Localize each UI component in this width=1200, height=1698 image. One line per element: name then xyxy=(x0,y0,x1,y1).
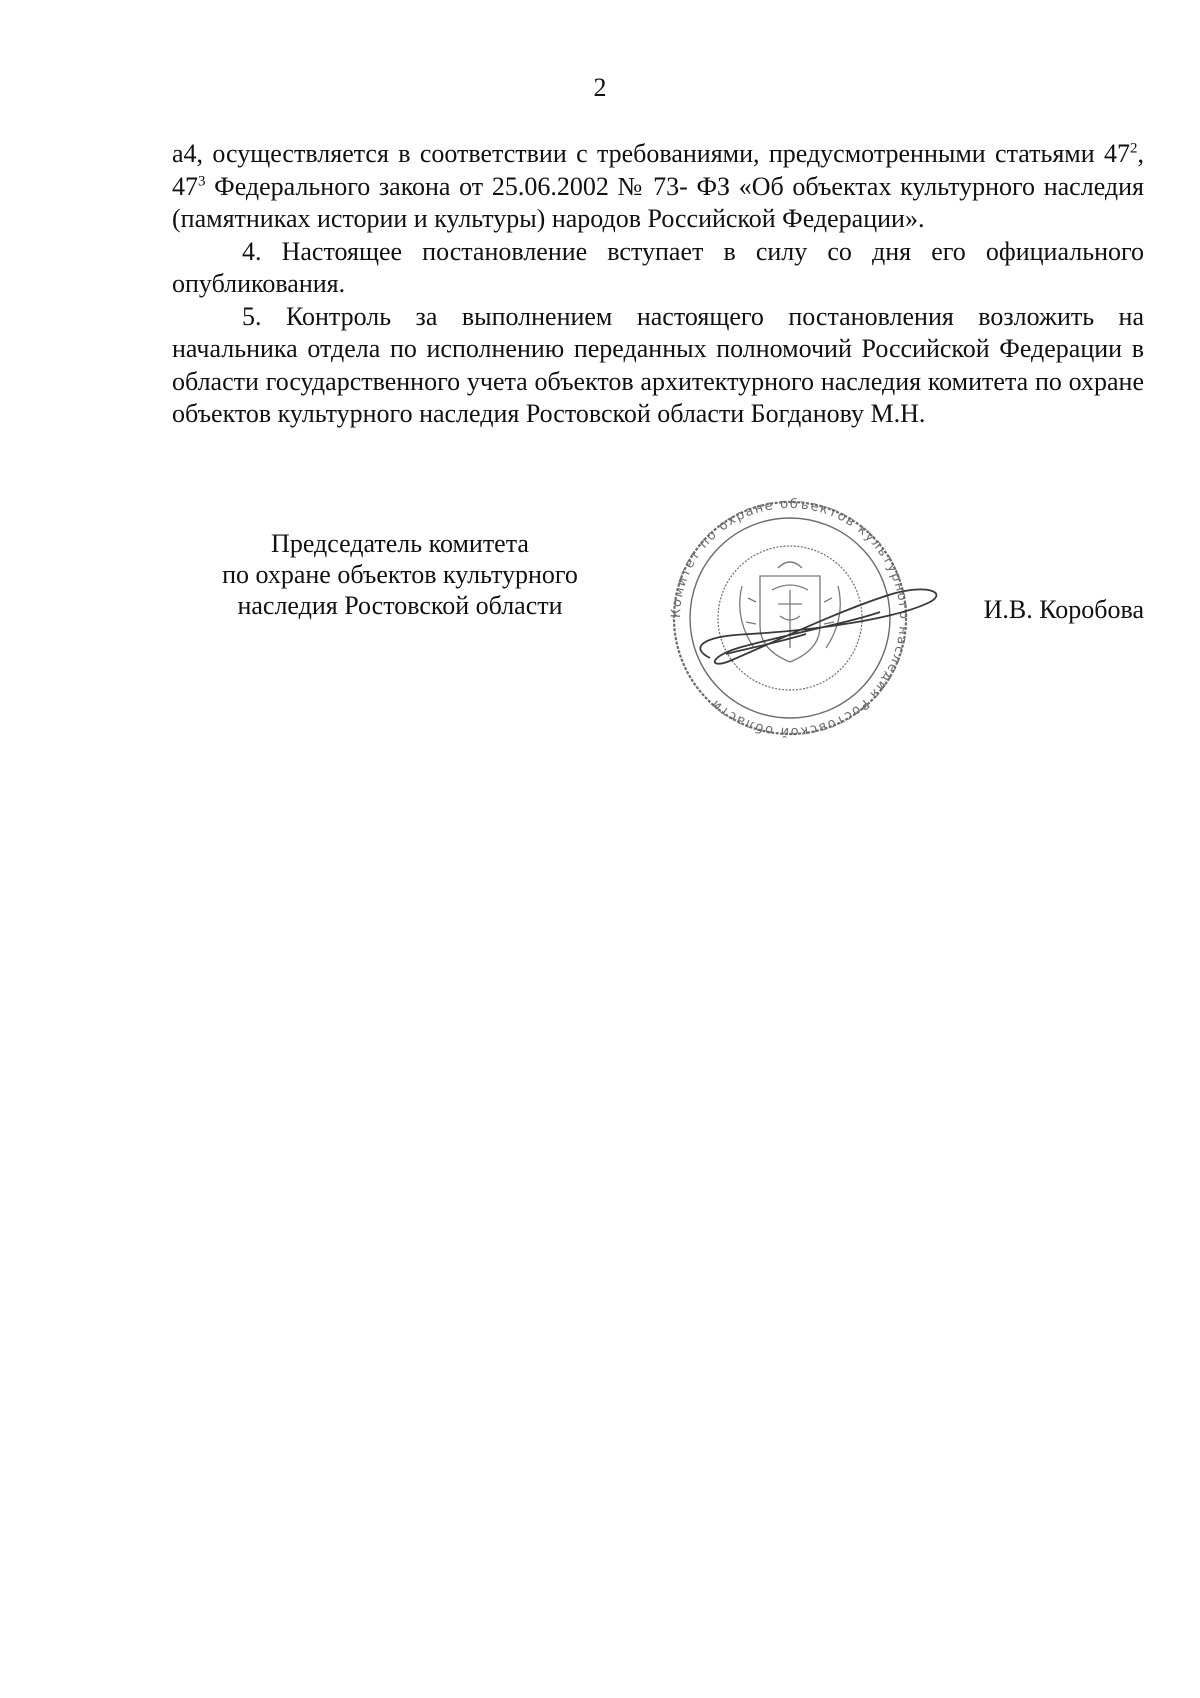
svg-text:Комитет по охране объектов кул xyxy=(669,497,911,739)
paragraph-text-part: Федерального закона от 25.06.2002 № 73- ФЗ «Об объектах культурного наследия (памятниках истории и культуры) народов Российской Федерации». xyxy=(172,171,1144,233)
official-seal-icon xyxy=(630,498,950,738)
paragraph-item-5: 5. Контроль за выполнением настоящего постановления возложить на начальника отдела по исполнению переданных полномочий Российской Федерации в области государственного учета объектов архитектурного наследия комитета по охране объектов культурного наследия Ростовской области Богданову М.Н. xyxy=(172,301,1144,428)
document-body xyxy=(172,138,1144,431)
signatory-position-line: Председатель комитета xyxy=(271,529,529,558)
signatory-name: И.В. Коробова xyxy=(983,595,1144,624)
page-number: 2 xyxy=(593,73,607,102)
signatory-position-line: по охране объектов культурного xyxy=(222,560,578,589)
paragraph-item-4: 4. Настоящее постановление вступает в силу со дня его официального опубликования. xyxy=(172,236,1144,298)
signatory-position-line: наследия Ростовской области xyxy=(237,591,563,620)
seal-outer-text: Комитет по охране объектов культурного наследия Ростовской области xyxy=(668,496,912,740)
handwritten-signature-icon xyxy=(700,589,936,663)
superscript: 3 xyxy=(198,172,206,189)
coat-of-arms-icon xyxy=(740,562,841,662)
paragraph-continuation xyxy=(172,138,1144,236)
paragraph-text-part: а4, осуществляется в соответствии с требованиями, предусмотренными статьями 47 xyxy=(172,139,1130,168)
paragraph-text-part: , 47 xyxy=(172,139,1144,201)
signatory-position xyxy=(190,528,610,621)
superscript: 2 xyxy=(1130,140,1138,157)
